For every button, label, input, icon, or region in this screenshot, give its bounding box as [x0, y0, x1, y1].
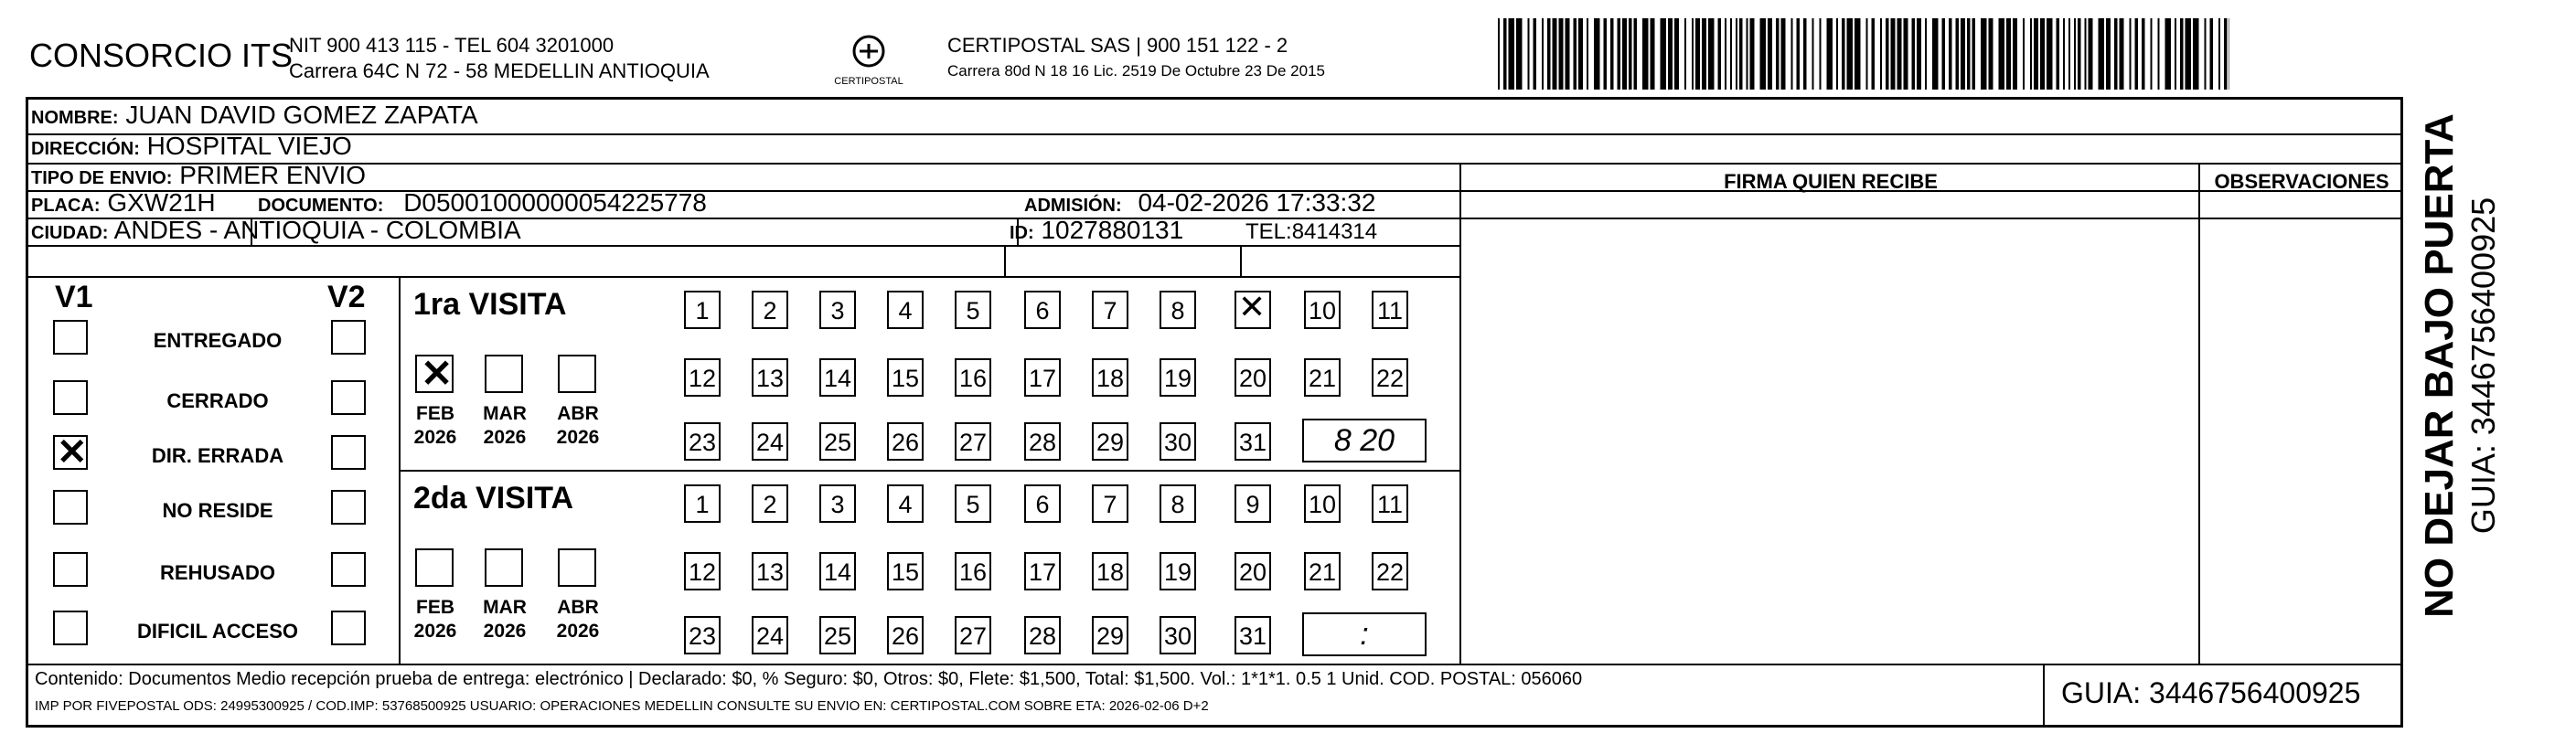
status-label: ENTREGADO [153, 329, 283, 352]
day-box[interactable]: 13 [752, 358, 788, 397]
address-value: HOSPITAL VIEJO [146, 132, 352, 160]
day-box[interactable]: 29 [1092, 422, 1128, 461]
day-box[interactable]: 20 [1235, 552, 1271, 590]
day-box[interactable]: 6 [1024, 484, 1061, 523]
admission-field [1024, 188, 1375, 218]
day-box[interactable]: 17 [1024, 552, 1061, 590]
plate-field [31, 188, 216, 218]
day-box[interactable]: 27 [955, 616, 991, 654]
day-box[interactable]: 19 [1160, 358, 1196, 397]
day-box[interactable]: 12 [684, 358, 721, 397]
day-box[interactable]: 22 [1372, 552, 1408, 590]
company-info [289, 33, 710, 84]
month-label [549, 596, 607, 643]
day-box[interactable]: 26 [887, 422, 924, 461]
month-label [476, 402, 534, 450]
logo-caption: CERTIPOSTAL [834, 76, 903, 87]
id-field [1010, 216, 1183, 245]
shipment-type-field [31, 161, 366, 190]
month-label [406, 596, 465, 643]
day-box[interactable]: 2 [752, 484, 788, 523]
status-label: REHUSADO [160, 561, 275, 584]
month-name: ABR [557, 403, 599, 424]
month-year: 2026 [556, 621, 600, 642]
day-box[interactable]: 18 [1092, 358, 1128, 397]
month-label [476, 596, 534, 643]
day-box[interactable]: 31 [1235, 422, 1271, 461]
day-box[interactable]: 23 [684, 616, 721, 654]
month-year: 2026 [556, 427, 600, 448]
carrier-name: CERTIPOSTAL SAS | 900 151 122 - 2 [947, 34, 1288, 57]
month-label [406, 402, 465, 450]
day-box[interactable]: 12 [684, 552, 721, 590]
day-box[interactable]: 7 [1092, 484, 1128, 523]
month-name: MAR [483, 597, 527, 618]
content-summary: Contenido: Documentos Medio recepción prueba de entrega: electrónico | Declarado: $0, % Seguro: $0, Otros: $0, Flete: $1,500, Total: $1,500. Vol.: 1*1*1. 0.5 1 Unid. COD. POSTAL: 056060 [35, 669, 1583, 689]
status-v1-checkbox[interactable] [53, 552, 88, 587]
day-box[interactable]: 15 [887, 358, 924, 397]
month-year: 2026 [483, 427, 527, 448]
phone-value: 8414314 [1291, 219, 1378, 244]
month-checkbox[interactable] [485, 355, 523, 393]
admission-label: ADMISIÓN: [1024, 196, 1122, 216]
day-box[interactable]: 3 [819, 484, 856, 523]
day-box[interactable]: 25 [819, 616, 856, 654]
day-box[interactable]: 30 [1160, 422, 1196, 461]
month-label [549, 402, 607, 450]
recipient-name-label: NOMBRE: [31, 108, 119, 128]
month-name: FEB [416, 403, 454, 424]
status-v2-checkbox[interactable] [331, 320, 366, 355]
day-box[interactable] [1235, 291, 1271, 329]
day-box[interactable]: 7 [1092, 291, 1128, 329]
day-box[interactable]: 31 [1235, 616, 1271, 654]
status-v2-checkbox[interactable] [331, 380, 366, 415]
day-box[interactable]: 15 [887, 552, 924, 590]
day-box[interactable]: 16 [955, 552, 991, 590]
status-v2-checkbox[interactable] [331, 490, 366, 525]
visit-title: 1ra VISITA [413, 287, 567, 322]
day-box[interactable]: 21 [1304, 552, 1341, 590]
side-warning: NO DEJAR BAJO PUERTA [2417, 113, 2462, 618]
month-year: 2026 [413, 621, 457, 642]
day-box[interactable]: 23 [684, 422, 721, 461]
month-checkbox[interactable] [415, 355, 454, 393]
day-box[interactable]: 13 [752, 552, 788, 590]
day-box[interactable]: 3 [819, 291, 856, 329]
day-box[interactable]: 5 [955, 291, 991, 329]
status-v1-checkbox[interactable] [53, 490, 88, 525]
day-box[interactable]: 2 [752, 291, 788, 329]
month-year: 2026 [413, 427, 457, 448]
city-label: CIUDAD: [31, 223, 109, 243]
day-box[interactable]: 8 [1160, 291, 1196, 329]
status-v2-checkbox[interactable] [331, 611, 366, 645]
recipient-name: JUAN DAVID GOMEZ ZAPATA [125, 101, 478, 129]
shipment-type-value: PRIMER ENVIO [179, 161, 367, 189]
day-box[interactable]: 4 [887, 291, 924, 329]
status-v2-checkbox[interactable] [331, 552, 366, 587]
month-year: 2026 [483, 621, 527, 642]
company-address: Carrera 64C N 72 - 58 MEDELLIN ANTIOQUIA [289, 59, 710, 82]
print-info: IMP POR FIVEPOSTAL ODS: 24995300925 / COD.IMP: 53768500925 USUARIO: OPERACIONES MEDELLIN CONSULTE SU ENVIO EN: CERTIPOSTAL.COM SOBRE ETA: 2026-02-06 D+2 [35, 698, 1209, 714]
day-box[interactable]: 6 [1024, 291, 1061, 329]
status-v1-checkbox[interactable] [53, 435, 88, 470]
month-checkbox[interactable] [485, 548, 523, 587]
signature-header: FIRMA QUIEN RECIBE [1724, 170, 1938, 193]
day-box[interactable]: 24 [752, 422, 788, 461]
month-checkbox[interactable] [558, 548, 596, 587]
city-value: ANDES - ANTIOQUIA - COLOMBIA [113, 216, 521, 244]
admission-value: 04-02-2026 17:33:32 [1138, 188, 1376, 217]
v1-header: V1 [55, 280, 93, 314]
day-box[interactable]: 28 [1024, 422, 1061, 461]
id-value: 1027880131 [1041, 216, 1184, 244]
company-nit: NIT 900 413 115 - TEL 604 3201000 [289, 34, 615, 57]
day-box[interactable]: 20 [1235, 358, 1271, 397]
status-v1-checkbox[interactable] [53, 380, 88, 415]
company-name: CONSORCIO ITS [29, 37, 294, 74]
time-note[interactable]: : [1302, 612, 1427, 656]
recipient-name-field [31, 101, 478, 130]
address-field [31, 132, 352, 161]
carrier-info [947, 33, 1325, 84]
time-note[interactable]: 8 20 [1302, 419, 1427, 462]
day-box[interactable]: 25 [819, 422, 856, 461]
id-label: ID: [1010, 223, 1034, 243]
side-warning-block [2416, 110, 2504, 622]
barcode [1498, 18, 2229, 90]
document-value: D05001000000054225778 [403, 188, 707, 217]
day-box[interactable]: 10 [1304, 291, 1341, 329]
day-box[interactable]: 26 [887, 616, 924, 654]
day-box[interactable]: 29 [1092, 616, 1128, 654]
status-label: NO RESIDE [162, 499, 273, 522]
day-box[interactable]: 5 [955, 484, 991, 523]
phone-label: TEL: [1245, 219, 1292, 244]
shipment-type-label: TIPO DE ENVIO: [31, 168, 173, 188]
day-box[interactable]: 16 [955, 358, 991, 397]
status-label: DIFICIL ACCESO [136, 620, 298, 643]
month-name: ABR [557, 597, 599, 618]
carrier-license: Carrera 80d N 18 16 Lic. 2519 De Octubre 23 De 2015 [947, 62, 1325, 80]
day-box[interactable]: 24 [752, 616, 788, 654]
footer-guide-number: GUIA: 3446756400925 [2061, 676, 2361, 709]
day-box[interactable]: 4 [887, 484, 924, 523]
day-box[interactable]: 1 [684, 291, 721, 329]
plate-value: GXW21H [107, 188, 216, 217]
day-box[interactable]: 9 [1235, 484, 1271, 523]
day-box[interactable]: 1 [684, 484, 721, 523]
day-box[interactable]: 21 [1304, 358, 1341, 397]
visit-title: 2da VISITA [413, 481, 574, 515]
month-name: FEB [416, 597, 454, 618]
status-label: CERRADO [166, 389, 269, 412]
carrier-logo [823, 31, 914, 95]
day-box[interactable]: 28 [1024, 616, 1061, 654]
city-field [31, 216, 521, 245]
plate-label: PLACA: [31, 196, 101, 216]
month-checkbox[interactable] [415, 548, 454, 587]
status-v2-checkbox[interactable] [331, 435, 366, 470]
day-box[interactable]: 30 [1160, 616, 1196, 654]
v2-header: V2 [327, 280, 366, 314]
status-v1-checkbox[interactable] [53, 611, 88, 645]
day-box[interactable]: 19 [1160, 552, 1196, 590]
month-name: MAR [483, 403, 527, 424]
observations-header: OBSERVACIONES [2214, 170, 2389, 193]
day-box[interactable]: 17 [1024, 358, 1061, 397]
day-box[interactable]: 14 [819, 552, 856, 590]
day-box[interactable]: 11 [1372, 484, 1408, 523]
day-box[interactable]: 11 [1372, 291, 1408, 329]
month-checkbox[interactable] [558, 355, 596, 393]
day-box[interactable]: 27 [955, 422, 991, 461]
day-box[interactable]: 22 [1372, 358, 1408, 397]
day-box[interactable]: 18 [1092, 552, 1128, 590]
address-label: DIRECCIÓN: [31, 139, 140, 159]
day-box[interactable]: 10 [1304, 484, 1341, 523]
document-label: DOCUMENTO: [258, 196, 384, 216]
side-guide-number: GUIA: 3446756400925 [2464, 197, 2502, 535]
status-label: DIR. ERRADA [151, 444, 284, 467]
day-box[interactable]: 8 [1160, 484, 1196, 523]
document-field [258, 188, 707, 218]
phone-field [1245, 219, 1377, 245]
status-v1-checkbox[interactable] [53, 320, 88, 355]
day-box[interactable]: 14 [819, 358, 856, 397]
